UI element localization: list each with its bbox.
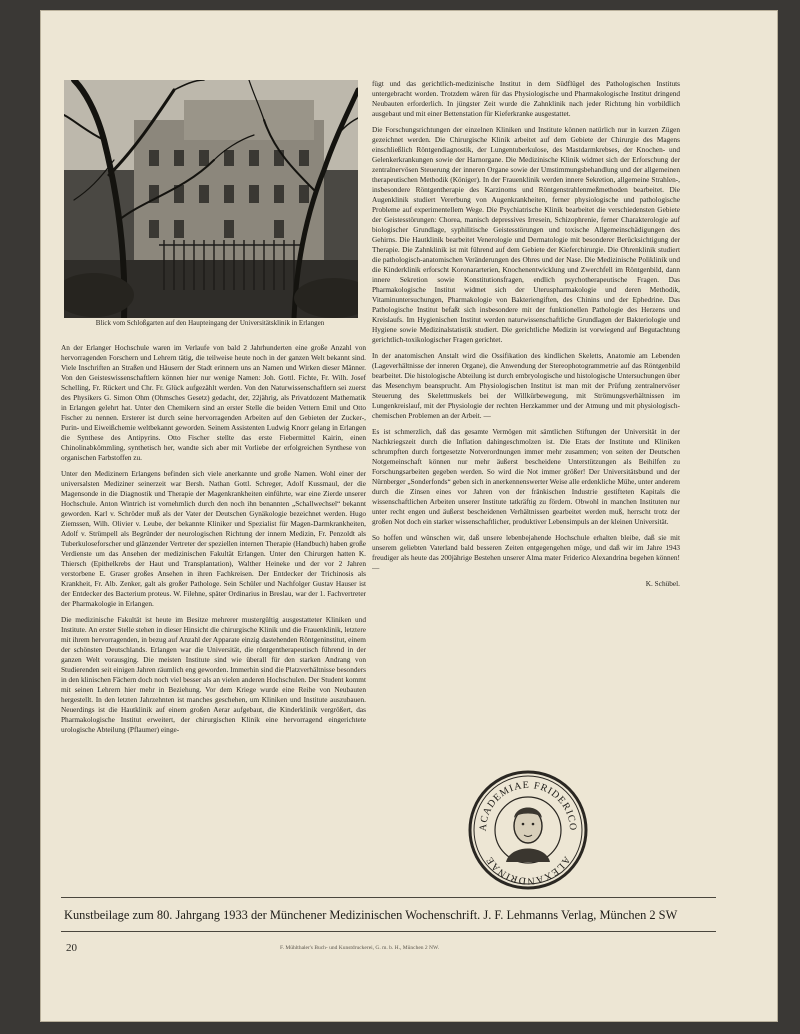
clinic-photo [64,80,358,318]
footer-rule-top [61,897,716,898]
footer-publication-line: Kunstbeilage zum 80. Jahrgang 1933 der Münchener Medizinischen Wochenschrift. J. F. Lehmanns Verlag, München 2 SW [64,908,678,922]
paragraph: fügt und das gerichtlich-medizinische Institut in dem Südflügel des Pathologischen Instituts untergebracht worden. Trotzdem wären für das Physiologische und Pharmakologische Institut dringend Neubauten erforderlich. In jüngster Zeit wurde die Zahnklinik nach jeder Richtung hin vorbildlich ausgebaut und mit einer Bettenstation für Kieferkranke ausgestattet. [372,79,680,118]
seal-text-top: ACADEMIAE FRIDERICO [477,779,579,832]
footer-rule-bottom [61,931,716,932]
photo-caption: Blick vom Schloßgarten auf den Haupteingang der Universitätsklinik in Erlangen [95,319,325,327]
printer-imprint: F. Mühlthaler's Buch- und Kunstdruckerei, G. m. b. H., München 2 NW. [280,945,440,951]
paragraph: Die medizinische Fakultät ist heute im Besitze mehrerer mustergültig ausgestatteter Kliniken und Institute. An erster Stelle stehen in dieser Hinsicht die chirurgische Klinik und die Frauenklinik, letztere mit ihrem hervorragenden, in bezug auf Anzahl der Apparate einzig dastehenden Röntgeninstitut, einem der schönsten Deutschlands. Erlangen war die Universität, die röntgentherapeutisch führend in der ganzen Welt vorausging. Die meisten Institute sind wie überall für den starken Andrang von Studierenden seit einigen Jahren räumlich eng geworden. Immerhin sind die Platzverhältnisse besonders in den klinischen Fächern doch noch viel besser als an vielen anderen Hochschulen. Der Student kommt mit seinen Lehrern hier mehr in Beziehung. Vor dem Kriege wurde eine Reihe von Neubauten hergestellt. In den letzten Jahrzehnten ist manches geschehen, um Kliniken und Institute auszubauen. Neuerdings ist die Hautklinik auf einem großen Aerar aufgebaut, die Kinderklinik vergrößert, das Pharmakologische Institut erweitert, der chirurgischen Klinik eine hervorragend eingerichtete urologische Abteilung (Pflaumer) einge- [61,615,366,734]
right-text-column [372,79,680,741]
seal-graphic [466,768,591,893]
paragraph: In der anatomischen Anstalt wird die Ossifikation des kindlichen Skeletts, Anatomie am Lebenden (Lageverhältnisse der inneren Organe), die Anwendung der Stereophotogrammetrie auf das Röntgenbild bearbeitet. Die histologische Abteilung ist durch embryologische und histologische Untersuchungen über das Mesenchym beansprucht. Am Physiologischen Institut ist man mit der Prüfung zentralnervöser Steuerung des Skelettmuskels bei der Willkürbewegung, mit Strömungsverhältnissen im Lungenkreislauf, mit der Physiologie der rechten Herzkammer und der Atmung und mit physiologisch-chemischen Problemen an der Arbeit. — [372,351,680,420]
paragraph: So hoffen und wünschen wir, daß unsere lebenbejahende Hochschule erhalten bleibe, daß sie mit unserem geliebten Vaterland bald besseren Zeiten entgegengehen möge, und daß wir im Jahre 1943 freudiger als heute das 200jährige Bestehen unserer Alma mater Friderico Alexandrina begehen können! — [372,533,680,572]
paragraph: Die Forschungsrichtungen der einzelnen Kliniken und Institute können natürlich nur in kurzen Zügen gezeichnet werden. Die Chirurgische Klinik arbeitet auf dem Gebiete der Chirurgie des Magens einschließlich Röntgendiagnostik, der Lungentuberkulose, des Mastdarmkrebses, der Knochen- und Gelenkerkrankungen sowie der Harnorgane. Die Medizinische Klinik widmet sich der Erforschung der zentralnervösen Steuerung der inneren Organe sowie der Umstimmungsbehandlung und der allgemeinen therapeutischen Methodik (Königer). In der Frauenklinik werden innere Sekretion, allgemeine Strahlen-, insbesondere Röntgentherapie des Karzinoms und Röntgenstrahlenmeßmethoden bearbeitet. Die Augenklinik studiert Vererbung von Augenkrankheiten, ferner physiologische und pathologische Probleme auf experimentellem Wege. Die Psychiatrische Klinik bearbeitet die verschiedensten Gebiete der Geistesstörungen: Chorea, manisch depressives Irresein, Schizophrenie, ferner Charakterologie auf biologischer Grundlage, syphilitische Geistesstörungen und toxische Allgemeinschädigungen des Gehirns. Die Hautklinik bearbeitet Venerologie und Dermatologie mit besonderer Berücksichtigung der Therapie. Die Zahnklinik ist mit führend auf dem Gebiete der Kieferchirurgie. Die Ohrenklinik studiert die pathologisch-anatomischen Veränderungen des Ohres und der Nase. Die Medizinische Poliklinik und die Kinderklinik erforscht Koronararterien, Knochenentwicklung und Zwerchfell im Röntgenbild, dann innere Sekretion sowie Konstitutionsfragen, endlich psychotherapeutische Fragen. Das Pharmakologische Institut widmet sich der Uteruspharmakologie und deren Methodik, Vitaminuntersuchungen, Pharmakologie von Bakteriengiften, des Chinins und der Ephedrine. Das Pathologische Institut befaßt sich insbesondere mit der funktionellen Pathologie des Herzens und Kreislaufs. Im Hygienischen Institut werden naturwissenschaftliche Grundlagen der Bakteriologie und Hygiene sowie Medizinalstatistik studiert. Die gerichtliche Medizin ist vorwiegend auf Begutachtung gerichtlich-toxikologischer Fragen gerichtet. [372,125,680,344]
page-number: 20 [66,942,77,954]
seal-portrait [506,808,550,863]
university-seal [466,768,591,893]
author-signature: K. Schübel. [645,579,680,588]
photo-illustration [64,80,358,318]
paragraph: An der Erlanger Hochschule waren im Verlaufe von bald 2 Jahrhunderten eine große Anzahl von hervorragenden Forschern und Lehrern tätig, die teilweise heute noch in der ganzen Welt bekannt sind. Viele Inschriften an Straßen und Häusern der Stadt erinnern uns an Namen und Wirken dieser Männer. Von den Geisteswissenschaftlern können hier nur wenige Namen: Joh. Gottl. Fichte, Fr. Wilh. Josef Schelling, Fr. Rückert und Chr. Fr. Glück aufgezählt werden. Von den Naturwissenschaftlern sei zuerst des Physikers G. Simon Ohm (Ohmsches Gesetz) gedacht, der, 22jährig, als Privatdozent Mathematik in Erlangen gelehrt hat. Unter den Chemikern sind an erster Stelle die beiden Vettern Emil und Otto Fischer zu nennen. Ersterer ist durch seine hervorragenden Arbeiten auf den Gebieten der Zucker-, Purin- und Eiweißchemie weltbekannt geworden. Seinem Assistenten Ludwig Knorr gelang in Erlangen die Synthese des Antipyrins. Otto Fischer stellte das erste Fiebermittel Kairin, einen Chinolinabkömmling, synthetisch her, wandte sich aber mit Vorliebe der erfolgreichen Synthese von organischen Farbstoffen zu. [61,343,366,462]
paragraph: Es ist schmerzlich, daß das gesamte Vermögen mit sämtlichen Stiftungen der Universität in der Nachkriegszeit durch die Inflation dahingeschmolzen ist. Die Etats der Institute und Kliniken schrumpften durch fortgesetzte Notverordnungen immer mehr zusammen; von seiten der Deutschen Notgemeinschaft können nur mehr äußerst bescheidene Unterstützungen als Beihilfen zu Forschungsarbeiten gegeben werden. So wird die Not immer größer! Der Universitätsbund und der Nürnberger „Sonderfonds“ geben sich in anerkennenswerter Weise alle erdenkliche Mühe, unter anderem durch die Zinsen eines vor Jahren von der fränkischen Industrie gestifteten Kapitals die wissenschaftlichen Arbeiten unserer Institute tatkräftig zu fördern. Obwohl in manchen Instituten nur unter recht engen und äußerst bescheidenen Verhältnissen gearbeitet werden muß, herrscht trotz der großen Not doch ein starker wissenschaftlicher, produktiver Lebensimpuls an der kleinen Universität. [372,427,680,526]
paragraph: Unter den Medizinern Erlangens befinden sich viele anerkannte und große Namen. Wohl einer der universalsten Mediziner seinerzeit war Bersh. Nathan Gottl. Schreger, Adolf Kussmaul, der die Magensonde in die Diagnostik und Therapie der Magenkrankheiten einführte, war eine Zierde unserer Hochschule. Anton Wintrich ist vornehmlich durch den noch ihn benannten „Schallwechsel“ bekannt geworden. Karl v. Schröder muß als der Vater der Deutschen Gynäkologie bezeichnet werden. Hugo Ziemssen, Wilh. Olivier v. Leube, der bekannte Kliniker und Spezialist für Magen-Darmkrankheiten, Adolf v. Strümpell als Begründer der neurologischen Richtung der innern Medizin, Fr. Penzoldt als Tuberkuloseforscher und glänzender Vertreter der speziellen internen Therapie (Handbuch) haben große Verdienste um das Ansehen der medizinischen Fakultät Erlangen. Unter den Chirurgen hatten K. Thiersch (Epithelkrebs der Haut und Transplantation), Walther Heineke und der vor 2 Jahren verstorbene E. Graser großes Ansehen in ihren Fachkreisen. Der Entdecker der Trichinosis als Krankheit, Fr. Alb. Zenker, galt als großer Pathologe. Sein Schüler und Nachfolger Gustav Hauser ist der Entdecker des Bacterium proteus. W. Filehne, später Ordinarius in Breslau, war der 1. Fachvertreter der Pharmakologie in Erlangen. [61,469,366,608]
left-text-column [61,343,366,881]
seal-text-bottom: ALEXANDRINAE [483,854,572,887]
